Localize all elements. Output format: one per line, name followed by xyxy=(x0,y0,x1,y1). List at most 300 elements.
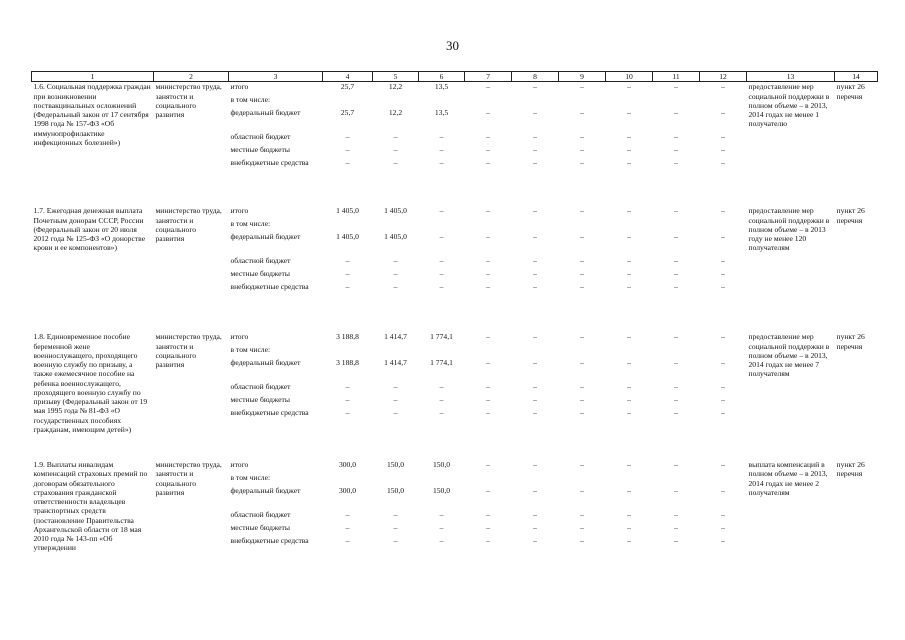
funding-source-label: местные бюджеты xyxy=(230,395,290,405)
executor-cell: министерство труда, занятости и социального развития xyxy=(155,332,222,369)
value: – xyxy=(486,486,490,495)
value: – xyxy=(721,132,725,142)
value: – xyxy=(486,332,490,342)
value: – xyxy=(533,523,537,532)
value: – xyxy=(627,523,631,532)
value: – xyxy=(674,158,678,168)
value-cell xyxy=(700,332,747,434)
value xyxy=(514,473,557,484)
value: – xyxy=(627,358,631,368)
column-number: 4 xyxy=(323,72,373,82)
value: – xyxy=(721,282,725,292)
value: – xyxy=(674,536,678,545)
value: 1 414,7 xyxy=(384,332,407,342)
funding-source-label: в том числе: xyxy=(230,95,271,105)
column-number: 7 xyxy=(465,72,512,82)
column-number: 2 xyxy=(154,72,229,82)
value: – xyxy=(533,332,537,342)
column-number: 11 xyxy=(653,72,700,82)
funding-source-label: в том числе: xyxy=(230,473,271,482)
value: – xyxy=(533,232,537,242)
value: – xyxy=(345,523,350,532)
value: – xyxy=(345,132,350,142)
funding-source-label: областной бюджет xyxy=(230,510,291,519)
value: – xyxy=(439,232,444,242)
funding-source-cell xyxy=(229,460,323,560)
value xyxy=(325,473,371,484)
value: – xyxy=(486,269,490,279)
value: – xyxy=(486,395,490,405)
value xyxy=(608,473,651,484)
value xyxy=(467,345,510,356)
value: – xyxy=(533,486,537,495)
value: – xyxy=(533,510,537,519)
value: – xyxy=(393,269,398,279)
value: – xyxy=(393,282,398,292)
value-cell xyxy=(700,206,747,306)
funding-source-label: внебюджетные средства xyxy=(230,408,309,418)
value-cell xyxy=(559,82,606,183)
value: – xyxy=(439,510,444,519)
value: – xyxy=(533,145,537,155)
column-number: 10 xyxy=(606,72,653,82)
column-number-row xyxy=(32,72,878,82)
value-cell xyxy=(653,460,700,560)
value: – xyxy=(580,510,584,519)
value: – xyxy=(345,158,350,168)
value: – xyxy=(580,408,584,418)
value: – xyxy=(439,395,444,405)
value: – xyxy=(345,282,350,292)
column-number: 5 xyxy=(373,72,419,82)
value: – xyxy=(533,158,537,168)
value-cell xyxy=(373,460,419,560)
value: – xyxy=(627,382,631,392)
value: – xyxy=(721,256,725,266)
value: – xyxy=(345,510,350,519)
funding-source-label: итого xyxy=(230,206,249,216)
value: – xyxy=(486,145,490,155)
value: – xyxy=(721,358,725,368)
value: – xyxy=(439,536,444,545)
value: – xyxy=(533,536,537,545)
value xyxy=(702,473,745,484)
value: – xyxy=(627,145,631,155)
value: – xyxy=(580,82,584,92)
value: – xyxy=(674,358,678,368)
funding-source-label: итого xyxy=(230,460,249,469)
value-cell xyxy=(465,332,512,434)
value: – xyxy=(627,256,631,266)
table-row xyxy=(32,82,878,183)
value: – xyxy=(674,408,678,418)
value-cell xyxy=(559,206,606,306)
value: – xyxy=(580,256,584,266)
value: 13,5 xyxy=(434,108,449,118)
column-number: 3 xyxy=(229,72,323,82)
value: – xyxy=(721,395,725,405)
value: – xyxy=(439,256,444,266)
value-cell xyxy=(323,82,373,183)
value: – xyxy=(674,145,678,155)
executor-cell: министерство труда, занятости и социального развития xyxy=(155,206,222,243)
column-number: 13 xyxy=(747,72,835,82)
value: – xyxy=(674,395,678,405)
value xyxy=(421,473,463,484)
value: – xyxy=(627,232,631,242)
value: – xyxy=(721,269,725,279)
value: – xyxy=(627,408,631,418)
value: – xyxy=(345,269,350,279)
value: – xyxy=(721,82,725,92)
value-cell xyxy=(419,332,465,434)
value-cell xyxy=(373,332,419,434)
funding-source-label: областной бюджет xyxy=(230,382,291,392)
row-spacer xyxy=(32,434,878,460)
value: – xyxy=(627,269,631,279)
value: – xyxy=(486,282,490,292)
funding-source-label: федеральный бюджет xyxy=(230,486,301,495)
funding-source-label: итого xyxy=(230,332,249,342)
value xyxy=(655,219,698,230)
value-cell xyxy=(465,460,512,560)
row-spacer xyxy=(32,306,878,332)
value-cell xyxy=(653,82,700,183)
value xyxy=(702,345,745,356)
value: – xyxy=(580,282,584,292)
value-cell xyxy=(419,460,465,560)
value: – xyxy=(393,510,398,519)
value: – xyxy=(393,256,398,266)
value xyxy=(467,473,510,484)
value: – xyxy=(627,460,631,469)
value xyxy=(421,95,463,106)
value-cell xyxy=(373,82,419,183)
funding-source-label: местные бюджеты xyxy=(230,269,290,279)
reference-cell: пункт 26 перечня xyxy=(836,332,865,351)
result-cell: предоставление мер социальной поддержки в полном объеме – в 2013, 2014 годах не менее 1 получателю xyxy=(748,82,830,129)
value: – xyxy=(345,408,350,418)
value: – xyxy=(580,132,584,142)
value: – xyxy=(627,332,631,342)
value xyxy=(561,95,604,106)
value: 1 405,0 xyxy=(336,232,359,242)
funding-source-label: федеральный бюджет xyxy=(230,232,301,242)
value: 3 188,8 xyxy=(336,332,359,342)
value: – xyxy=(674,256,678,266)
value: – xyxy=(533,206,537,216)
value: – xyxy=(721,510,725,519)
column-number: 9 xyxy=(559,72,606,82)
measure-cell: 1.7. Ежегодная денежная выплата Почетным донорам СССР, России (Федеральный закон от 20 июля 2012 года № 125-ФЗ «О донорстве крови и ее компонентов») xyxy=(33,206,146,253)
value: – xyxy=(533,358,537,368)
value xyxy=(467,95,510,106)
value: – xyxy=(486,108,490,118)
value xyxy=(375,473,417,484)
value: – xyxy=(345,395,350,405)
value xyxy=(325,95,371,106)
value xyxy=(375,345,417,356)
funding-source-label: внебюджетные средства xyxy=(230,282,309,292)
reference-cell: пункт 26 перечня xyxy=(836,82,865,101)
funding-source-label: итого xyxy=(230,82,249,92)
value: – xyxy=(627,536,631,545)
value: – xyxy=(486,206,490,216)
value xyxy=(702,95,745,106)
value: – xyxy=(533,269,537,279)
value: 3 188,8 xyxy=(336,358,359,368)
value-cell xyxy=(512,332,559,434)
value xyxy=(702,219,745,230)
value: – xyxy=(393,132,398,142)
value-cell xyxy=(465,82,512,183)
value: – xyxy=(486,256,490,266)
value: – xyxy=(486,358,490,368)
value: – xyxy=(674,269,678,279)
value: 13,5 xyxy=(434,82,449,92)
value: – xyxy=(533,82,537,92)
value xyxy=(375,219,417,230)
value-cell xyxy=(323,332,373,434)
value-cell xyxy=(512,460,559,560)
value: – xyxy=(627,108,631,118)
value: – xyxy=(393,382,398,392)
value-cell xyxy=(606,82,653,183)
value-cell xyxy=(323,460,373,560)
value: – xyxy=(393,145,398,155)
column-number: 14 xyxy=(835,72,878,82)
value xyxy=(655,95,698,106)
value-cell xyxy=(606,206,653,306)
value: 300,0 xyxy=(338,486,357,495)
value: 25,7 xyxy=(340,82,355,92)
value: – xyxy=(674,232,678,242)
value: – xyxy=(721,108,725,118)
value: – xyxy=(439,523,444,532)
value xyxy=(325,345,371,356)
value: – xyxy=(674,523,678,532)
value: – xyxy=(674,382,678,392)
value: – xyxy=(393,395,398,405)
value: – xyxy=(393,536,398,545)
value: – xyxy=(439,269,444,279)
value xyxy=(325,219,371,230)
value: – xyxy=(345,256,350,266)
value: – xyxy=(486,132,490,142)
funding-source-label: внебюджетные средства xyxy=(230,536,309,545)
value xyxy=(421,219,463,230)
value: – xyxy=(627,206,631,216)
funding-source-label: местные бюджеты xyxy=(230,145,290,155)
value: – xyxy=(345,536,350,545)
value: – xyxy=(580,158,584,168)
measure-cell: 1.8. Единовременное пособие беременной жене военнослужащего, проходящего военную службу по призыву, а также ежемесячное пособие на ребенка военнослужащего, проходящего военную службу по призыву (Федеральный закон от 19 мая 1995 года № 81-ФЗ «О государственных пособиях гражданам, имеющим детей») xyxy=(33,332,148,434)
value: – xyxy=(580,395,584,405)
value: – xyxy=(439,282,444,292)
value xyxy=(467,219,510,230)
value xyxy=(608,95,651,106)
value: – xyxy=(580,145,584,155)
value: – xyxy=(439,382,444,392)
value: – xyxy=(393,158,398,168)
table-row xyxy=(32,332,878,434)
funding-source-cell xyxy=(229,332,323,434)
value xyxy=(561,473,604,484)
measure-cell: 1.6. Социальная поддержка граждан при возникновении поствакцинальных осложнений (Федеральный закон от 17 сентября 1998 года № 157-ФЗ «Об иммунопрофилактике инфекционных болезней») xyxy=(33,82,151,147)
value: – xyxy=(580,460,584,469)
value: 150,0 xyxy=(432,486,451,495)
value: – xyxy=(533,408,537,418)
row-spacer xyxy=(32,182,878,206)
value: – xyxy=(393,408,398,418)
value-cell xyxy=(700,82,747,183)
value: – xyxy=(721,408,725,418)
value: – xyxy=(627,486,631,495)
column-number: 1 xyxy=(32,72,154,82)
value: – xyxy=(533,395,537,405)
value xyxy=(608,219,651,230)
value: – xyxy=(721,145,725,155)
value: – xyxy=(674,486,678,495)
value: – xyxy=(674,460,678,469)
value: – xyxy=(721,486,725,495)
funding-source-cell xyxy=(229,82,323,183)
table-row xyxy=(32,206,878,306)
value: 1 405,0 xyxy=(336,206,359,216)
value-cell xyxy=(323,206,373,306)
value: 300,0 xyxy=(338,460,357,469)
value xyxy=(608,345,651,356)
value-cell xyxy=(559,332,606,434)
value: – xyxy=(439,408,444,418)
value: – xyxy=(439,206,444,216)
value-cell xyxy=(465,206,512,306)
value: – xyxy=(486,408,490,418)
result-cell: предоставление мер социальной поддержки в полном объеме – в 2013, 2014 годах не менее 7 получателям xyxy=(748,332,830,379)
value: 1 405,0 xyxy=(384,206,407,216)
value: 1 414,7 xyxy=(384,358,407,368)
result-cell: предоставление мер социальной поддержки в полном объеме – в 2013 году не менее 120 получателям xyxy=(748,206,830,253)
value: 1 405,0 xyxy=(384,232,407,242)
value: – xyxy=(439,158,444,168)
value: – xyxy=(580,332,584,342)
value xyxy=(514,219,557,230)
table-row xyxy=(32,460,878,560)
value: 12,2 xyxy=(388,82,403,92)
value-cell xyxy=(419,206,465,306)
value: – xyxy=(580,206,584,216)
funding-source-label: федеральный бюджет xyxy=(230,108,301,118)
value xyxy=(514,345,557,356)
value: 1 774,1 xyxy=(430,358,453,368)
value xyxy=(655,473,698,484)
value: 150,0 xyxy=(432,460,451,469)
funding-source-cell xyxy=(229,206,323,306)
column-number: 8 xyxy=(512,72,559,82)
value: – xyxy=(721,332,725,342)
executor-cell: министерство труда, занятости и социального развития xyxy=(155,82,222,119)
value: – xyxy=(533,282,537,292)
column-number: 6 xyxy=(419,72,465,82)
value: – xyxy=(345,382,350,392)
value: 12,2 xyxy=(388,108,403,118)
value-cell xyxy=(606,332,653,434)
measure-cell: 1.9. Выплаты инвалидам компенсаций страховых премий по договорам обязательного страхования гражданской ответственности владельцев транспортных средств (постановление Правительства Архангельской области от 18 мая 2010 года № 143-пп «Об утверждении xyxy=(33,460,148,553)
value: – xyxy=(486,536,490,545)
value-cell xyxy=(559,460,606,560)
value-cell xyxy=(653,206,700,306)
value: – xyxy=(486,232,490,242)
value xyxy=(421,345,463,356)
value-cell xyxy=(512,82,559,183)
value: – xyxy=(674,108,678,118)
value: – xyxy=(533,382,537,392)
value: – xyxy=(721,382,725,392)
funding-source-label: в том числе: xyxy=(230,219,271,229)
value: 150,0 xyxy=(386,460,405,469)
value: – xyxy=(627,132,631,142)
value: – xyxy=(721,523,725,532)
value: 150,0 xyxy=(386,486,405,495)
value: – xyxy=(486,510,490,519)
value: – xyxy=(486,382,490,392)
value xyxy=(514,95,557,106)
reference-cell: пункт 26 перечня xyxy=(836,460,865,479)
value: – xyxy=(580,382,584,392)
result-cell: выплата компенсаций в полном объеме – в 2013, 2014 годах не менее 2 получателям xyxy=(748,460,828,497)
value: – xyxy=(721,232,725,242)
value: – xyxy=(533,132,537,142)
value: – xyxy=(580,108,584,118)
value: – xyxy=(439,145,444,155)
funding-source-label: местные бюджеты xyxy=(230,523,290,532)
value: – xyxy=(486,158,490,168)
value xyxy=(561,219,604,230)
value-cell xyxy=(512,206,559,306)
value: – xyxy=(674,206,678,216)
value-cell xyxy=(653,332,700,434)
value-cell xyxy=(373,206,419,306)
value: – xyxy=(486,82,490,92)
value xyxy=(375,95,417,106)
value: – xyxy=(533,460,537,469)
value: – xyxy=(580,523,584,532)
value: – xyxy=(627,282,631,292)
program-table xyxy=(31,71,877,560)
reference-cell: пункт 26 перечня xyxy=(836,206,865,225)
value-cell xyxy=(606,460,653,560)
value: – xyxy=(721,536,725,545)
value: – xyxy=(345,145,350,155)
value: 1 774,1 xyxy=(430,332,453,342)
value: – xyxy=(721,206,725,216)
value: – xyxy=(674,132,678,142)
funding-source-label: внебюджетные средства xyxy=(230,158,309,168)
value-cell xyxy=(419,82,465,183)
value-cell xyxy=(700,460,747,560)
value: – xyxy=(674,510,678,519)
value: – xyxy=(580,486,584,495)
value: – xyxy=(533,256,537,266)
value: – xyxy=(627,510,631,519)
value: – xyxy=(580,232,584,242)
executor-cell: министерство труда, занятости и социального развития xyxy=(155,460,222,497)
value: – xyxy=(721,460,725,469)
value: 25,7 xyxy=(340,108,355,118)
value: – xyxy=(580,536,584,545)
funding-source-label: областной бюджет xyxy=(230,132,291,142)
column-number: 12 xyxy=(700,72,747,82)
